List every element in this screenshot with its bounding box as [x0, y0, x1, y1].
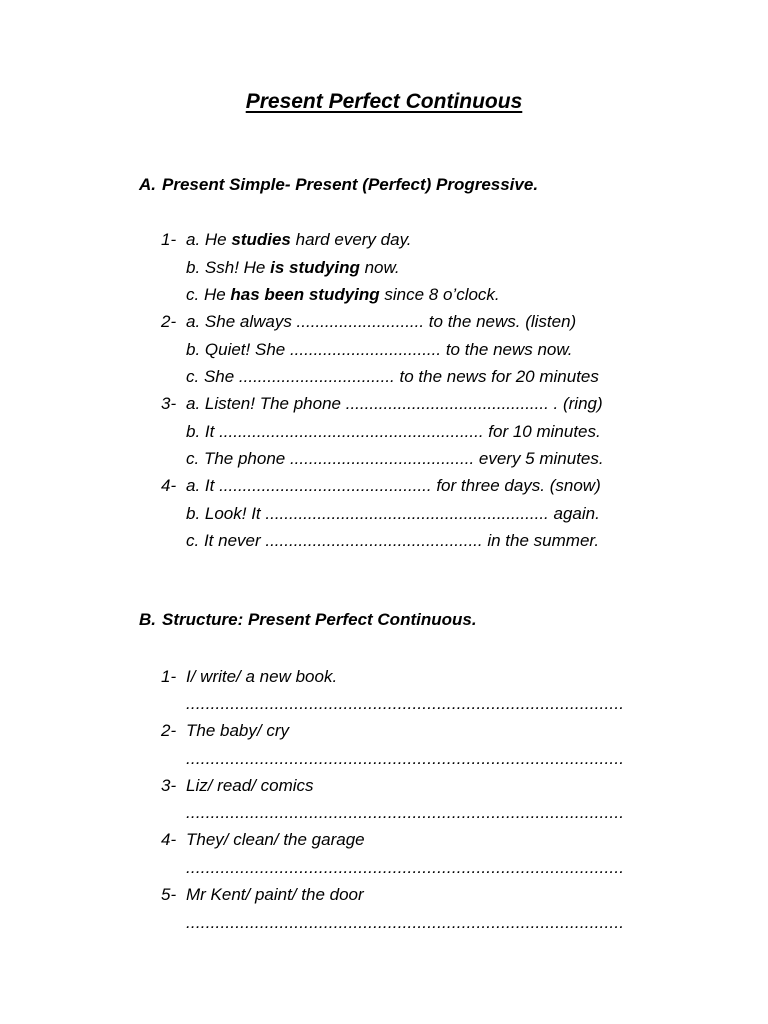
- fill-in-line: a. It ............................................. for three days. (snow): [186, 476, 601, 495]
- fill-in-line: c. The phone ....................................... every 5 minutes.: [186, 449, 604, 468]
- fill-in-line: a. Listen! The phone ........................................... . (ring): [186, 394, 603, 413]
- exercise-a1: [161, 228, 412, 252]
- fill-in-line: c. She ................................. to the news for 20 minutes: [186, 367, 599, 386]
- exercise-a4: [161, 474, 601, 498]
- line-text: b. Ssh! He: [186, 258, 271, 277]
- answer-line: .........................................................................................: [186, 694, 625, 713]
- item-number: 3-: [161, 394, 177, 413]
- item-number: 2-: [161, 312, 177, 331]
- item-number: 1-: [161, 667, 177, 686]
- exercise-a2: [161, 310, 576, 334]
- line-text: now.: [359, 258, 400, 277]
- answer-line: .........................................................................................: [186, 803, 625, 822]
- fill-in-line: c. It never .............................................. in the summer.: [186, 531, 600, 550]
- fill-in-line: b. Quiet! She ................................ to the news now.: [186, 340, 573, 359]
- exercise-b1: [161, 665, 337, 689]
- bold-verb: is studying: [270, 258, 360, 277]
- line-text: since 8 o’clock.: [379, 285, 500, 304]
- fill-in-line: a. She always ........................... to the news. (listen): [186, 312, 577, 331]
- line-text: c. He: [186, 285, 231, 304]
- item-number: 3-: [161, 776, 177, 795]
- prompt-text: Liz/ read/ comics: [186, 776, 314, 795]
- prompt-text: I/ write/ a new book.: [186, 667, 338, 686]
- prompt-text: Mr Kent/ paint/ the door: [186, 885, 364, 904]
- section-b-letter: B.: [139, 610, 156, 629]
- section-b-heading: [139, 610, 477, 630]
- section-a-letter: A.: [139, 175, 156, 194]
- prompt-text: They/ clean/ the garage: [186, 830, 365, 849]
- prompt-text: The baby/ cry: [186, 721, 289, 740]
- fill-in-line: b. Look! It ............................................................ again.: [186, 504, 600, 523]
- item-number: 1-: [161, 230, 177, 249]
- exercise-b3: [161, 774, 314, 798]
- page-title: Present Perfect Continuous: [245, 90, 523, 113]
- item-number: 5-: [161, 885, 177, 904]
- exercise-b2: [161, 719, 289, 743]
- item-number: 2-: [161, 721, 177, 740]
- answer-line: .........................................................................................: [186, 913, 625, 932]
- answer-line: .........................................................................................: [186, 749, 625, 768]
- section-b-title: Structure: Present Perfect Continuous.: [162, 610, 477, 629]
- bold-verb: has been studying: [230, 285, 380, 304]
- section-a-heading: [139, 175, 538, 195]
- exercise-a3: [161, 392, 603, 416]
- exercise-a1-b: [186, 256, 400, 280]
- line-text: a. He: [186, 230, 232, 249]
- item-number: 4-: [161, 830, 177, 849]
- item-number: 4-: [161, 476, 177, 495]
- exercise-b4: [161, 828, 365, 852]
- exercise-b5: [161, 883, 364, 907]
- fill-in-line: b. It ........................................................ for 10 minutes.: [186, 422, 601, 441]
- bold-verb: studies: [231, 230, 291, 249]
- answer-line: .........................................................................................: [186, 858, 625, 877]
- exercise-a1-c: [186, 283, 500, 307]
- line-text: hard every day.: [290, 230, 412, 249]
- section-a-title: Present Simple- Present (Perfect) Progressive.: [162, 175, 539, 194]
